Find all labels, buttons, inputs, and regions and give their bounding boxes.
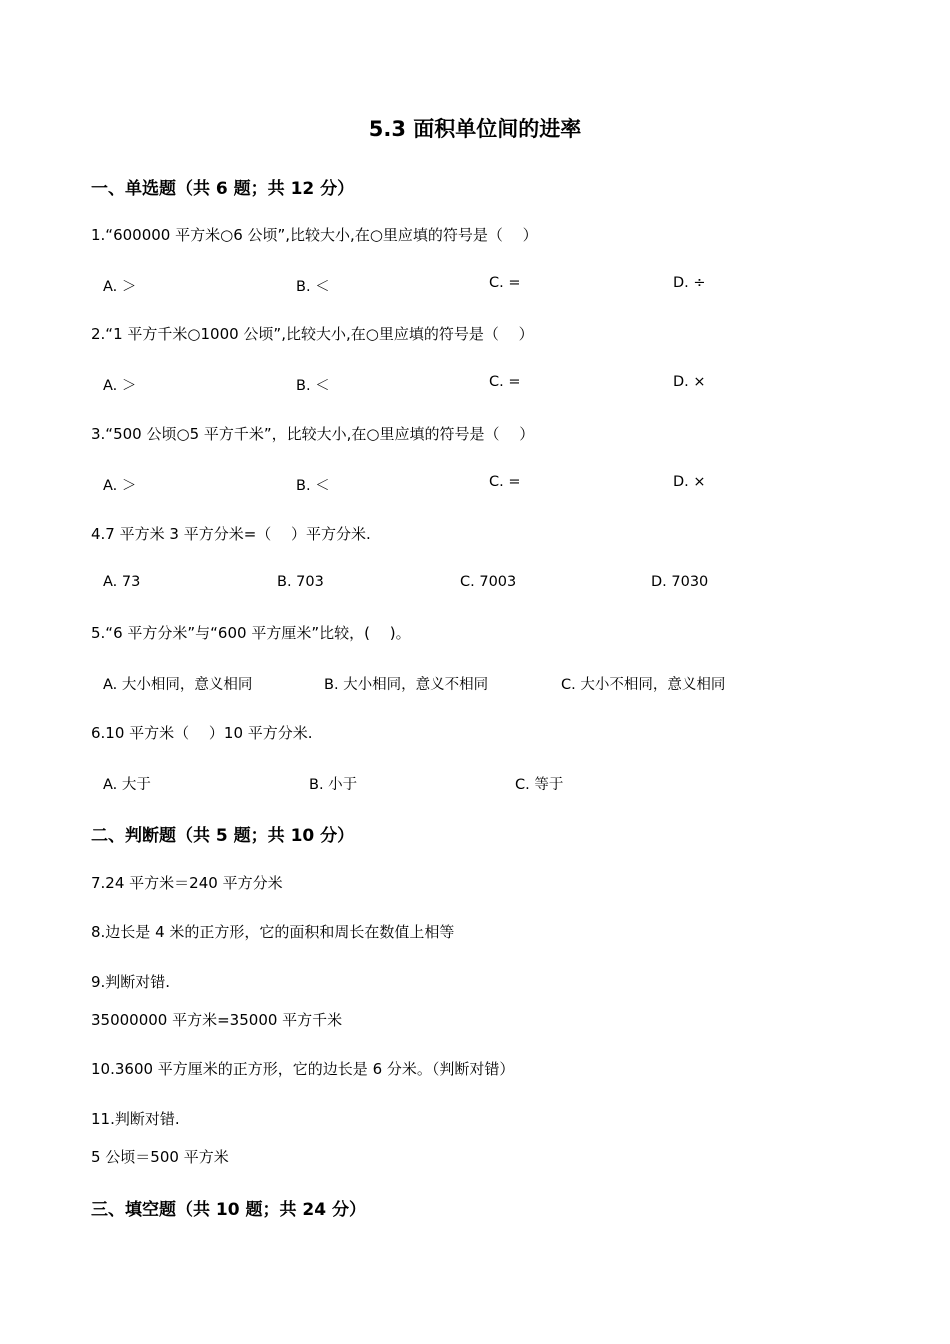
q6-option-b: B. 小于	[309, 777, 358, 793]
section-heading-fill-blank: 三、填空题（共 10 题；共 24 分）	[91, 1200, 366, 1220]
q5-option-b: B. 大小相同，意义不相同	[324, 677, 489, 693]
section-heading-single-choice: 一、单选题（共 6 题；共 12 分）	[91, 179, 355, 199]
question-11: 11.判断对错.	[91, 1110, 180, 1128]
question-10: 10.3600 平方厘米的正方形，它的边长是 6 分米。（判断对错）	[91, 1060, 515, 1078]
question-5: 5.“6 平方分米”与“600 平方厘米”比较，( )。	[91, 624, 411, 642]
page-title: 5.3 面积单位间的进率	[368, 117, 582, 141]
q2-option-a: A. ＞	[103, 378, 137, 394]
q1-option-c: C. =	[489, 275, 521, 291]
q4-option-d: D. 7030	[651, 574, 709, 590]
q4-option-c: C. 7003	[460, 574, 517, 590]
q3-option-d: D. ×	[673, 474, 706, 490]
q5-option-a: A. 大小相同，意义相同	[103, 677, 253, 693]
q4-option-a: A. 73	[103, 574, 141, 590]
section-heading-true-false: 二、判断题（共 5 题；共 10 分）	[91, 826, 355, 846]
q1-option-b: B. ＜	[296, 279, 330, 295]
q2-option-d: D. ×	[673, 374, 706, 390]
question-4: 4.7 平方米 3 平方分米=（ ）平方分米.	[91, 525, 371, 543]
q3-option-a: A. ＞	[103, 478, 137, 494]
question-11-statement: 5 公顷＝500 平方米	[91, 1148, 229, 1166]
question-8: 8.边长是 4 米的正方形，它的面积和周长在数值上相等	[91, 923, 455, 941]
q2-option-c: C. =	[489, 374, 521, 390]
q2-option-b: B. ＜	[296, 378, 330, 394]
question-6: 6.10 平方米（ ）10 平方分米.	[91, 724, 313, 742]
question-7: 7.24 平方米＝240 平方分米	[91, 874, 283, 892]
q1-option-a: A. ＞	[103, 279, 137, 295]
question-1: 1.“600000 平方米○6 公顷”,比较大小,在○里应填的符号是（ ）	[91, 226, 538, 244]
q3-option-b: B. ＜	[296, 478, 330, 494]
q1-option-d: D. ÷	[673, 275, 706, 291]
q4-option-b: B. 703	[277, 574, 324, 590]
question-9-statement: 35000000 平方米=35000 平方千米	[91, 1011, 343, 1029]
q3-option-c: C. =	[489, 474, 521, 490]
question-2: 2.“1 平方千米○1000 公顷”,比较大小,在○里应填的符号是（ ）	[91, 325, 534, 343]
q6-option-a: A. 大于	[103, 777, 151, 793]
q5-option-c: C. 大小不相同，意义相同	[561, 677, 726, 693]
question-3: 3.“500 公顷○5 平方千米”，比较大小,在○里应填的符号是（ ）	[91, 425, 535, 443]
q6-option-c: C. 等于	[515, 777, 564, 793]
question-9: 9.判断对错.	[91, 973, 171, 991]
